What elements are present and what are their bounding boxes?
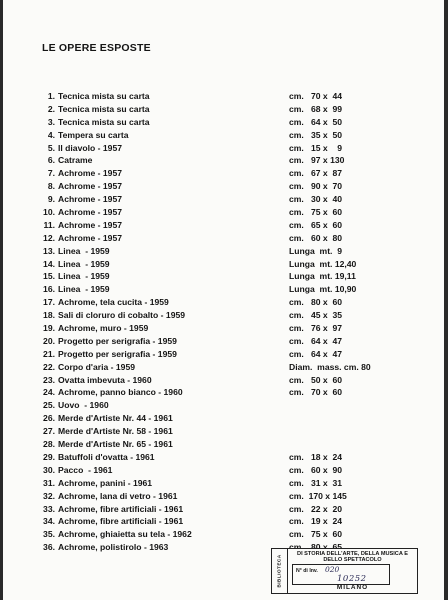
work-title: Achrome, fibre artificiali - 1961 bbox=[58, 503, 184, 514]
work-dimensions: Diam. mass. cm. 80 bbox=[289, 361, 371, 372]
work-number: 36. bbox=[43, 542, 55, 553]
work-row bbox=[0, 515, 448, 528]
work-number: 4. bbox=[47, 129, 55, 140]
work-title: Progetto per serigrafia - 1959 bbox=[58, 335, 177, 346]
stamp-header: DI STORIA DELL'ARTE, DELLA MUSICA E DELLO SPETTACOLO bbox=[297, 551, 408, 564]
work-number: 24. bbox=[43, 387, 55, 398]
work-title: Merde d'Artiste Nr. 65 - 1961 bbox=[58, 439, 173, 450]
work-row bbox=[0, 335, 448, 348]
work-title: Achrome - 1957 bbox=[58, 219, 123, 230]
work-title: Achrome, fibre artificiali - 1961 bbox=[58, 516, 184, 527]
work-title: Achrome - 1957 bbox=[58, 232, 123, 243]
work-title: Tecnica mista su carta bbox=[58, 103, 150, 114]
work-number: 2. bbox=[47, 103, 55, 114]
work-row bbox=[0, 180, 448, 193]
work-title: Achrome - 1957 bbox=[58, 168, 123, 179]
work-dimensions: cm. 64 x 47 bbox=[289, 335, 343, 346]
work-row bbox=[0, 193, 448, 206]
work-title: Corpo d'aria - 1959 bbox=[58, 361, 136, 372]
work-row bbox=[0, 348, 448, 361]
work-row bbox=[0, 412, 448, 425]
work-row bbox=[0, 154, 448, 167]
work-dimensions: cm. 64 x 47 bbox=[289, 348, 343, 359]
work-row bbox=[0, 528, 448, 541]
work-title: Pacco - 1961 bbox=[58, 464, 113, 475]
work-dimensions: cm. 15 x 9 bbox=[289, 142, 343, 153]
work-title: Linea - 1959 bbox=[58, 284, 110, 295]
work-dimensions: cm. 18 x 24 bbox=[289, 451, 343, 462]
work-title: Tecnica mista su carta bbox=[58, 91, 150, 101]
work-number: 17. bbox=[43, 297, 55, 308]
work-dimensions: cm. 90 x 70 bbox=[289, 181, 343, 192]
work-row bbox=[0, 232, 448, 245]
work-dimensions: cm. 22 x 20 bbox=[289, 503, 343, 514]
work-number: 30. bbox=[43, 464, 55, 475]
work-title: Achrome, polistirolo - 1963 bbox=[58, 542, 169, 553]
work-row bbox=[0, 490, 448, 503]
work-row bbox=[0, 322, 448, 335]
work-row bbox=[0, 270, 448, 283]
work-row bbox=[0, 374, 448, 387]
work-title: Achrome, panno bianco - 1960 bbox=[58, 387, 183, 398]
work-dimensions: cm. 30 x 40 bbox=[289, 194, 343, 205]
work-number: 9. bbox=[47, 194, 55, 205]
work-row bbox=[0, 451, 448, 464]
work-title: Achrome, tela cucita - 1959 bbox=[58, 297, 169, 308]
work-row bbox=[0, 361, 448, 374]
work-number: 34. bbox=[43, 516, 55, 527]
work-title: Catrame bbox=[58, 155, 93, 166]
work-number: 27. bbox=[43, 426, 55, 437]
work-title: Sali di cloruro di cobalto - 1959 bbox=[58, 310, 186, 321]
work-title: Progetto per serigrafia - 1959 bbox=[58, 348, 177, 359]
library-stamp bbox=[271, 548, 418, 594]
work-number: 32. bbox=[43, 490, 55, 501]
work-number: 31. bbox=[43, 477, 55, 488]
work-dimensions: cm. 70 x 60 bbox=[289, 387, 343, 398]
stamp-inventory-label: N° di Inv. bbox=[296, 568, 318, 574]
work-number: 8. bbox=[47, 181, 55, 192]
work-dimensions: cm. 76 x 97 bbox=[289, 323, 343, 334]
work-number: 10. bbox=[43, 207, 55, 218]
work-title: Linea - 1959 bbox=[58, 271, 110, 282]
work-dimensions: Lunga mt. 9 bbox=[289, 245, 342, 256]
works-list bbox=[0, 90, 448, 554]
work-dimensions: cm. 45 x 35 bbox=[289, 310, 343, 321]
work-number: 19. bbox=[43, 323, 55, 334]
work-dimensions: cm. 65 x 60 bbox=[289, 219, 343, 230]
work-row bbox=[0, 309, 448, 322]
work-number: 23. bbox=[43, 374, 55, 385]
work-row bbox=[0, 103, 448, 116]
work-dimensions: cm. 60 x 80 bbox=[289, 232, 343, 243]
work-dimensions: cm. 80 x 60 bbox=[289, 297, 343, 308]
work-row bbox=[0, 219, 448, 232]
work-row bbox=[0, 129, 448, 142]
work-number: 3. bbox=[47, 116, 55, 127]
work-number: 6. bbox=[47, 155, 55, 166]
work-number: 12. bbox=[43, 232, 55, 243]
work-title: Achrome - 1957 bbox=[58, 181, 123, 192]
stamp-inventory-box bbox=[292, 564, 390, 585]
work-dimensions: cm. 64 x 50 bbox=[289, 116, 343, 127]
work-number: 26. bbox=[43, 413, 55, 424]
work-number: 20. bbox=[43, 335, 55, 346]
work-number: 15. bbox=[43, 271, 55, 282]
work-dimensions: cm. 31 x 31 bbox=[289, 477, 343, 488]
work-row bbox=[0, 142, 448, 155]
work-title: Tempera su carta bbox=[58, 129, 129, 140]
work-number: 11. bbox=[43, 219, 55, 230]
work-number: 25. bbox=[43, 400, 55, 411]
work-dimensions: cm. 50 x 60 bbox=[289, 374, 343, 385]
stamp-side-text: BIBLIOTECA bbox=[277, 554, 282, 588]
work-title: Merde d'Artiste Nr. 44 - 1961 bbox=[58, 413, 173, 424]
work-dimensions: cm. 60 x 90 bbox=[289, 464, 343, 475]
work-dimensions: Lunga mt. 19,11 bbox=[289, 271, 356, 282]
page-title: LE OPERE ESPOSTE bbox=[42, 42, 151, 54]
work-title: Batuffoli d'ovatta - 1961 bbox=[58, 451, 155, 462]
work-dimensions: Lunga mt. 10,90 bbox=[289, 284, 357, 295]
work-number: 33. bbox=[43, 503, 55, 514]
work-row bbox=[0, 296, 448, 309]
work-number: 35. bbox=[43, 529, 55, 540]
work-title: Achrome - 1957 bbox=[58, 207, 123, 218]
work-dimensions: cm. 75 x 60 bbox=[289, 207, 343, 218]
work-number: 16. bbox=[43, 284, 55, 295]
stamp-handwritten-inventory: 10252 bbox=[337, 574, 367, 584]
work-row bbox=[0, 503, 448, 516]
work-row bbox=[0, 425, 448, 438]
work-row bbox=[0, 258, 448, 271]
work-title: Ovatta imbevuta - 1960 bbox=[58, 374, 152, 385]
work-row bbox=[0, 206, 448, 219]
work-row bbox=[0, 90, 448, 103]
work-row bbox=[0, 167, 448, 180]
stamp-city: MILANO bbox=[336, 584, 369, 591]
stamp-side-label bbox=[272, 549, 288, 593]
work-number: 1. bbox=[47, 91, 55, 101]
work-row bbox=[0, 116, 448, 129]
work-dimensions: cm. 75 x 60 bbox=[289, 529, 343, 540]
work-row bbox=[0, 399, 448, 412]
work-title: Achrome, panini - 1961 bbox=[58, 477, 153, 488]
work-number: 14. bbox=[43, 258, 55, 269]
work-dimensions: cm. 97 x 130 bbox=[289, 155, 345, 166]
work-dimensions: cm. 68 x 99 bbox=[289, 103, 343, 114]
work-title: Linea - 1959 bbox=[58, 258, 110, 269]
work-title: Il diavolo - 1957 bbox=[58, 142, 122, 153]
work-dimensions: cm. 67 x 87 bbox=[289, 168, 343, 179]
work-number: 29. bbox=[43, 451, 55, 462]
work-dimensions: cm. 19 x 24 bbox=[289, 516, 343, 527]
work-row bbox=[0, 464, 448, 477]
stamp-handwritten-number: 020 bbox=[325, 565, 340, 574]
work-title: Linea - 1959 bbox=[58, 245, 110, 256]
work-title: Uovo - 1960 bbox=[58, 400, 109, 411]
work-row bbox=[0, 438, 448, 451]
work-row bbox=[0, 245, 448, 258]
work-title: Tecnica mista su carta bbox=[58, 116, 150, 127]
work-dimensions: cm. 170 x 145 bbox=[289, 490, 347, 501]
work-row bbox=[0, 386, 448, 399]
work-title: Achrome, lana di vetro - 1961 bbox=[58, 490, 178, 501]
work-number: 22. bbox=[43, 361, 55, 372]
work-number: 28. bbox=[43, 439, 55, 450]
work-number: 7. bbox=[47, 168, 55, 179]
work-dimensions: Lunga mt. 12,40 bbox=[289, 258, 357, 269]
work-title: Achrome, muro - 1959 bbox=[58, 323, 149, 334]
work-row bbox=[0, 283, 448, 296]
work-title: Achrome, ghiaietta su tela - 1962 bbox=[58, 529, 192, 540]
work-number: 21. bbox=[43, 348, 55, 359]
work-title: Merde d'Artiste Nr. 58 - 1961 bbox=[58, 426, 173, 437]
work-dimensions: cm. 70 x 44 bbox=[289, 91, 343, 101]
work-row bbox=[0, 477, 448, 490]
work-number: 18. bbox=[43, 310, 55, 321]
work-dimensions: cm. 35 x 50 bbox=[289, 129, 343, 140]
work-number: 13. bbox=[43, 245, 55, 256]
work-title: Achrome - 1957 bbox=[58, 194, 123, 205]
work-number: 5. bbox=[47, 142, 55, 153]
